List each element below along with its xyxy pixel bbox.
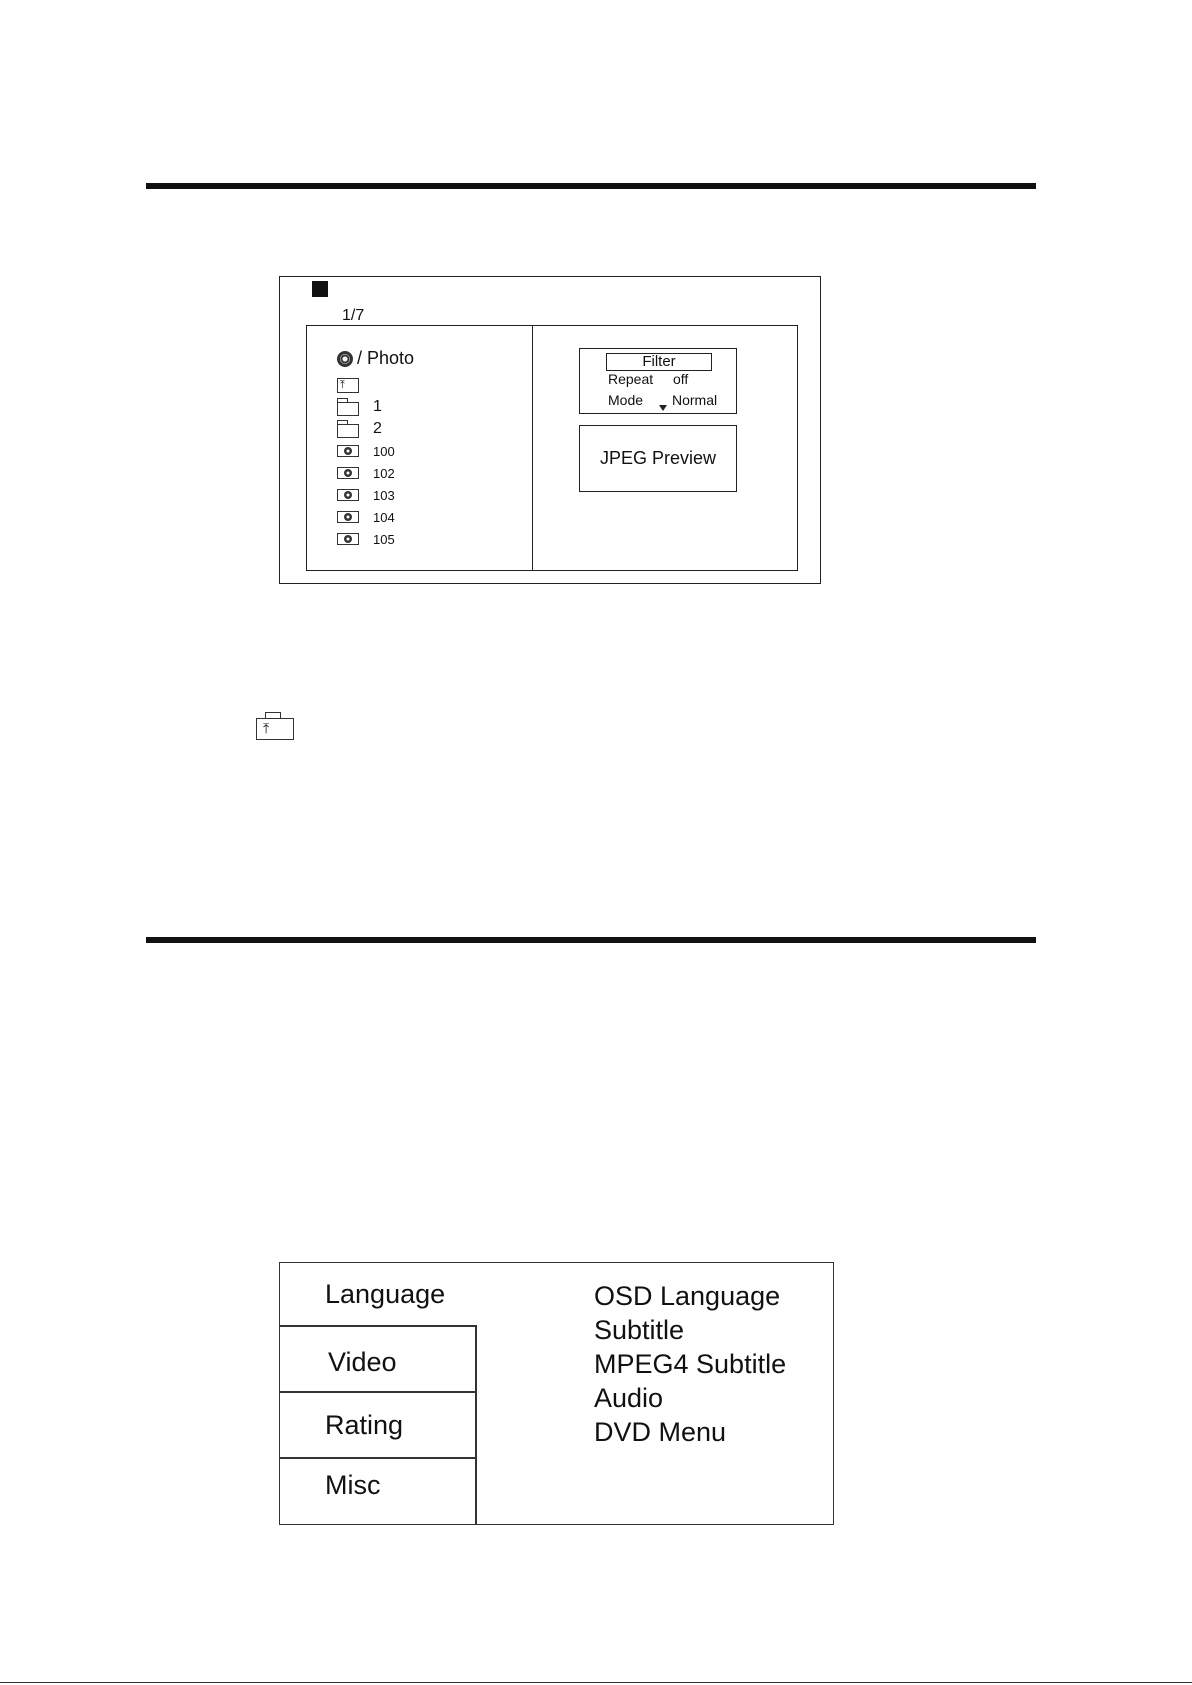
section-rule-middle (146, 937, 1036, 943)
up-folder-icon: ⤒ (337, 378, 359, 393)
file-list (337, 374, 395, 550)
list-item-folder-1[interactable] (337, 396, 395, 418)
list-item-label: 1 (373, 398, 382, 415)
list-item-label: 2 (373, 420, 382, 437)
language-options-list (594, 1279, 786, 1449)
option-subtitle[interactable]: Subtitle (594, 1315, 685, 1345)
option-dvd-menu[interactable]: DVD Menu (594, 1417, 727, 1447)
triangle-down-icon (659, 405, 667, 411)
option-audio[interactable]: Audio (594, 1383, 664, 1413)
list-item-photo[interactable] (337, 506, 395, 528)
mode-value[interactable]: Normal (672, 392, 718, 408)
current-path: / Photo (357, 348, 415, 368)
browser-body (306, 325, 798, 571)
option-mpeg4-subtitle[interactable]: MPEG4 Subtitle (594, 1349, 787, 1379)
list-item-label: 103 (373, 487, 395, 503)
tab-label: Rating (325, 1410, 404, 1440)
tab-label: Language (325, 1279, 446, 1309)
list-item-label: 102 (373, 465, 395, 481)
stop-square-icon (312, 281, 328, 297)
path-row (337, 348, 414, 369)
repeat-label: Repeat (608, 371, 654, 387)
option-osd-language[interactable]: OSD Language (594, 1281, 781, 1311)
filter-title[interactable]: Filter (606, 353, 712, 371)
preview-pane (533, 326, 797, 570)
disc-icon (337, 351, 353, 367)
folder-icon (337, 424, 359, 438)
jpeg-preview: JPEG Preview (579, 425, 737, 492)
list-item-photo[interactable] (337, 484, 395, 506)
section-rule-top (146, 183, 1036, 189)
repeat-value[interactable]: off (673, 371, 689, 387)
tab-misc[interactable] (280, 1458, 477, 1524)
tab-label: Video (328, 1347, 397, 1377)
list-item-label: 104 (373, 509, 395, 525)
filter-box[interactable] (579, 348, 737, 414)
up-folder-icon: ⤒ (256, 718, 294, 740)
photo-icon (337, 533, 359, 545)
photo-icon (337, 467, 359, 479)
list-item-folder-2[interactable] (337, 418, 395, 440)
mode-label: Mode (608, 392, 644, 408)
file-browser-screen (279, 276, 821, 584)
list-item-photo[interactable] (337, 462, 395, 484)
file-list-pane (307, 326, 533, 570)
tab-label: Misc (325, 1470, 381, 1500)
tab-video[interactable] (280, 1325, 477, 1393)
photo-icon (337, 489, 359, 501)
photo-icon (337, 511, 359, 523)
list-item-label: 100 (373, 443, 395, 459)
page-count: 1/7 (342, 307, 365, 324)
tab-rating[interactable] (280, 1392, 477, 1459)
tab-language[interactable] (280, 1263, 477, 1327)
page-bottom-rule (0, 1682, 1192, 1683)
photo-icon (337, 445, 359, 457)
list-item-up[interactable] (337, 374, 395, 396)
list-item-photo[interactable] (337, 528, 395, 550)
list-item-photo[interactable] (337, 440, 395, 462)
list-item-label: 105 (373, 531, 395, 547)
setup-menu-screen (279, 1262, 834, 1525)
folder-icon (337, 402, 359, 416)
